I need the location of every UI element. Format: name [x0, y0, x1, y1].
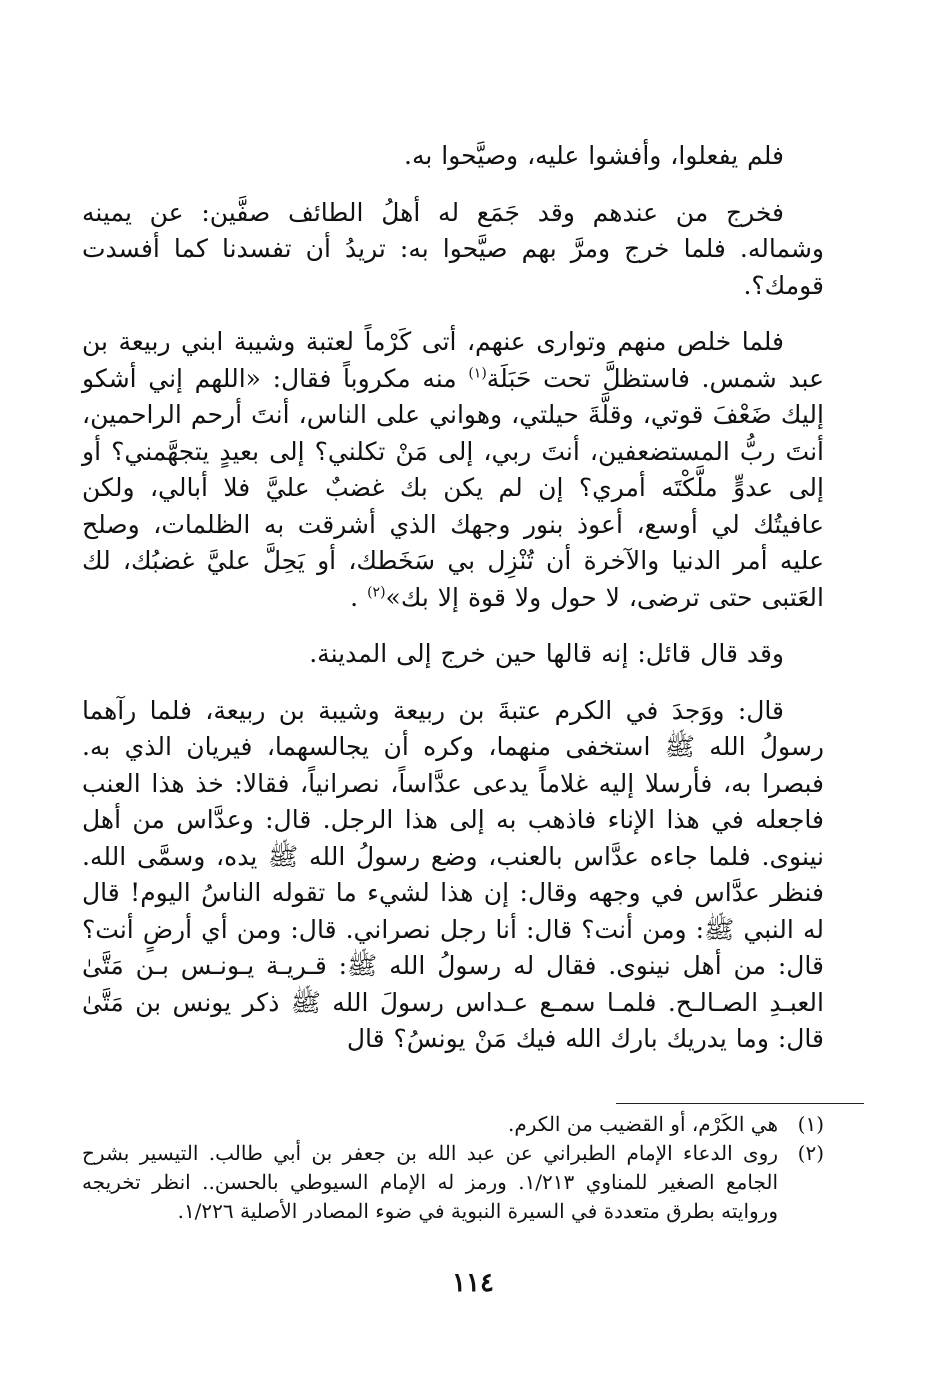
page-number: ١١٤ — [452, 1268, 494, 1298]
main-text — [82, 118, 824, 1058]
paragraph-text: منه مكروباً فقال: «اللهم إني أشكو إليك ضَعْفَ قوتي، وقلَّةَ حيلتي، وهواني على الناس، أنتَ أرحم الراحمين، أنتَ ربُّ المستضعفين، أنتَ ربي، إلى مَنْ تكلني؟ إلى بعيدٍ يتجهَّمني؟ أو إلى عدوٍّ ملَّكْتَه أمري؟ إن لم يكن بك غضبٌ عليَّ فلا أبالي، ولكن عافيتُك لي أوسع، أعوذ بنور وجهك الذي أشرقت به الظلمات، وصلح عليه أمر الدنيا والآخرة أن تُنْزِل بي سَخَطك، أو يَحِلَّ عليَّ غضبُك، لك العَتبى حتى ترضى، لا حول ولا قوة إلا بك» — [82, 363, 824, 612]
paragraph: وقد قال قائل: إنه قالها حين خرج إلى المدينة. — [309, 639, 784, 668]
paragraph: فخرج من عندهم وقد جَمَع له أهلُ الطائف صفَّين: عن يمينه وشماله. فلما خرج ومرَّ بهم صيَّحوا به: تريدُ أن تفسدنا كما أفسدت قومك؟. — [82, 197, 824, 300]
footnote-divider — [616, 1103, 864, 1104]
footnote-number: (١) — [797, 1112, 824, 1136]
footnotes — [82, 1110, 824, 1226]
footnote — [82, 1139, 824, 1226]
paragraph: قال: ووَجدَ في الكرم عتبةَ بن ربيعة وشيبة بن ربيعة، فلما رآهما رسولُ الله ﷺ استخفى منهما، وكره أن يجالسهما، فيريان الذي به. فبصرا به، فأرسلا إليه غلاماً يدعى عدَّاساً، نصرانياً، فقالا: خذ هذا العنب فاجعله في هذا الإناء فاذهب به إلى هذا الرجل. قال: وعدَّاس من أهل نينوى. فلما جاءه عدَّاس بالعنب، وضع رسولُ الله ﷺ يده، وسمَّى الله. فنظر عدَّاس في وجهه وقال: إن هذا لشيء ما تقوله الناسُ اليوم! قال له النبي ﷺ: ومن أنت؟ قال: أنا رجل نصراني. قال: ومن أي أرضٍ أنت؟ قال: من أهل نينوى. فقال له رسولُ الله ﷺ: قـريـة يـونـس بـن مَتَّىٰ العبـدِ الصـالـح. فلمـا سمـع عـداس رسولَ الله ﷺ ذكر يونس بن مَتَّىٰ قال: وما يدريك بارك الله فيك مَنْ يونسُ؟ قال — [82, 695, 824, 1053]
paragraph-text: فلما خلص منهم وتوارى عنهم، أتى كَرْماً لعتبة وشيبة ابني ربيعة بن عبد شمس. فاستظلَّ تحت حَبَلَة — [82, 327, 824, 393]
footnote-number: (٢) — [797, 1141, 824, 1165]
paragraph-text: . — [350, 582, 368, 612]
footnote-text: روى الدعاء الإمام الطبراني عن عبد الله بن جعفر بن أبي طالب. التيسير بشرح الجامع الصغير للمناوي ١/٢١٣. ورمز له الإمام السيوطي بالحسن.. انظر تخريجه وروايته بطرق متعددة في السيرة النبوية في ضوء المصادر الأصلية ١/٢٢٦. — [82, 1141, 779, 1223]
footnote-reference: (١) — [468, 365, 487, 382]
footnote-reference: (٢) — [367, 584, 386, 601]
footnote — [82, 1110, 824, 1139]
footnote-text: هي الكَرْم، أو القضيب من الكرم. — [508, 1112, 778, 1136]
paragraph — [82, 324, 824, 616]
paragraph: فلم يفعلوا، وأفشوا عليه، وصيَّحوا به. — [404, 141, 784, 170]
